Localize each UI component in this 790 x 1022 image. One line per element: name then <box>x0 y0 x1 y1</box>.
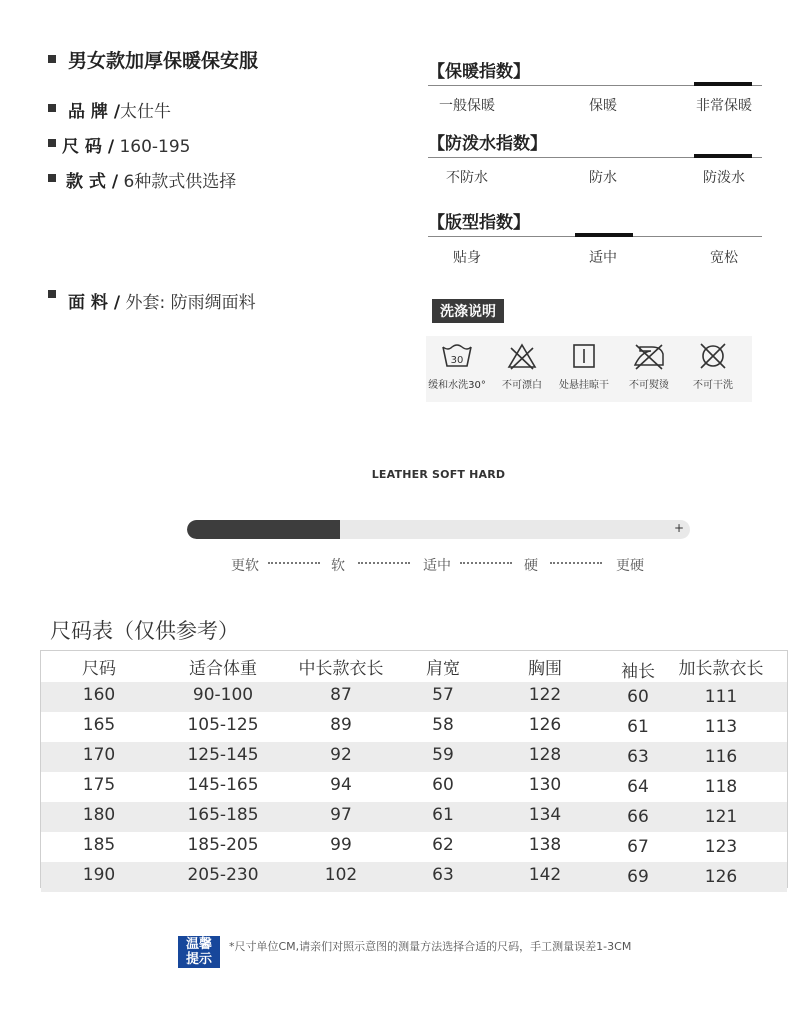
table-cell: 138 <box>528 835 562 855</box>
size-value: 160-195 <box>119 137 191 157</box>
table-cell: 122 <box>528 685 562 705</box>
wash-label: 缓和水洗30° <box>428 380 486 391</box>
warmth-option: 保暖 <box>589 98 617 114</box>
bullet-square <box>48 290 56 298</box>
table-cell: 99 <box>330 835 352 855</box>
table-cell: 130 <box>528 775 562 795</box>
size-label: 尺 码 / <box>62 137 115 157</box>
svg-text:30: 30 <box>450 355 464 366</box>
fabric-label: 面 料 / <box>68 293 121 313</box>
table-header-cell: 中长款衣长 <box>298 659 384 679</box>
table-cell: 125-145 <box>187 745 259 765</box>
warmth-option: 一般保暖 <box>439 98 495 114</box>
table-cell: 92 <box>330 745 352 765</box>
table-header-cell: 袖长 <box>621 662 655 682</box>
fabric-value: 外套: 防雨绸面料 <box>125 293 256 313</box>
bullet-square <box>48 104 56 112</box>
table-cell: 67 <box>627 837 649 857</box>
scale-label: 适中 <box>423 558 451 574</box>
table-cell: 113 <box>704 717 738 737</box>
waterproof-option: 防水 <box>589 170 617 186</box>
product-title: 男女款加厚保暖保安服 <box>68 50 259 72</box>
tip-text: *尺寸单位CM,请亲们对照示意图的测量方法选择合适的尺码，手工测量误差1-3CM <box>229 940 632 953</box>
no-dry-clean-icon <box>696 342 730 370</box>
table-cell: 116 <box>704 747 738 767</box>
size-row <box>62 132 190 157</box>
waterproof-index-title: 【防泼水指数】 <box>428 134 547 154</box>
table-cell: 57 <box>432 685 454 705</box>
size-chart-table <box>40 650 788 888</box>
table-cell: 190 <box>82 865 116 885</box>
scale-label: 更软 <box>231 558 259 574</box>
table-cell: 165 <box>82 715 116 735</box>
plus-icon: + <box>674 521 685 535</box>
waterproof-option: 不防水 <box>446 170 488 186</box>
fit-index-marker <box>575 233 633 237</box>
table-cell: 160 <box>82 685 116 705</box>
table-cell: 175 <box>82 775 116 795</box>
wash-label: 不可漂白 <box>502 380 542 391</box>
waterproof-index-marker <box>694 154 752 158</box>
wash-label: 处悬挂晾干 <box>559 380 609 391</box>
table-cell: 111 <box>704 687 738 707</box>
wash-item <box>549 342 619 391</box>
table-cell: 105-125 <box>187 715 259 735</box>
wash-item <box>422 342 492 391</box>
table-cell: 185 <box>82 835 116 855</box>
table-cell: 97 <box>330 805 352 825</box>
bullet-square <box>48 55 56 63</box>
size-chart-title: 尺码表（仅供参考） <box>50 619 239 643</box>
wash-item <box>487 342 557 391</box>
dotted-divider <box>460 562 512 564</box>
style-label: 款 式 / <box>66 172 119 192</box>
table-cell: 63 <box>432 865 454 885</box>
table-cell: 118 <box>704 777 738 797</box>
table-cell: 123 <box>704 837 738 857</box>
table-cell: 128 <box>528 745 562 765</box>
style-row <box>66 167 236 192</box>
wash-item <box>614 342 684 391</box>
table-cell: 62 <box>432 835 454 855</box>
no-bleach-icon <box>505 342 539 370</box>
style-value: 6种款式供选择 <box>123 172 237 192</box>
dotted-divider <box>358 562 410 564</box>
brand-value: 太仕牛 <box>120 102 172 122</box>
table-cell: 94 <box>330 775 352 795</box>
brand-label: 品 牌 / <box>68 102 121 122</box>
fit-option: 宽松 <box>710 250 738 266</box>
warmth-option: 非常保暖 <box>696 98 752 114</box>
table-header-cell: 适合体重 <box>189 659 257 679</box>
table-cell: 121 <box>704 807 738 827</box>
table-cell: 60 <box>432 775 454 795</box>
scale-label: 更硬 <box>616 558 644 574</box>
table-header-cell: 加长款衣长 <box>678 659 764 679</box>
hang-dry-icon <box>567 342 601 370</box>
table-cell: 145-165 <box>187 775 259 795</box>
table-cell: 66 <box>627 807 649 827</box>
table-cell: 60 <box>627 687 649 707</box>
fit-option: 贴身 <box>453 250 481 266</box>
table-cell: 64 <box>627 777 649 797</box>
wash-label: 不可熨烫 <box>629 380 669 391</box>
table-cell: 170 <box>82 745 116 765</box>
wash-30-icon <box>440 342 474 370</box>
table-cell: 61 <box>432 805 454 825</box>
table-cell: 142 <box>528 865 562 885</box>
table-cell: 205-230 <box>187 865 259 885</box>
table-header-cell: 肩宽 <box>426 659 460 679</box>
bullet-square <box>48 139 56 147</box>
table-cell: 89 <box>330 715 352 735</box>
fit-option: 适中 <box>589 250 617 266</box>
table-cell: 165-185 <box>187 805 259 825</box>
tip-badge-line: 提示 <box>185 952 212 967</box>
table-cell: 90-100 <box>192 685 254 705</box>
softness-bar-fill <box>187 520 340 539</box>
table-header-cell: 胸围 <box>528 659 562 679</box>
no-iron-icon <box>632 342 666 370</box>
tip-badge <box>178 936 220 968</box>
bullet-square <box>48 174 56 182</box>
leather-title: LEATHER SOFT HARD <box>371 468 506 481</box>
table-cell: 58 <box>432 715 454 735</box>
warmth-index-marker <box>694 82 752 86</box>
table-cell: 126 <box>704 867 738 887</box>
table-cell: 102 <box>324 865 358 885</box>
softness-bar <box>187 520 690 539</box>
table-cell: 126 <box>528 715 562 735</box>
fabric-row <box>68 288 256 313</box>
fit-index-title: 【版型指数】 <box>428 213 530 233</box>
waterproof-option: 防泼水 <box>703 170 745 186</box>
table-cell: 134 <box>528 805 562 825</box>
dotted-divider <box>268 562 320 564</box>
table-cell: 180 <box>82 805 116 825</box>
warmth-index-title: 【保暖指数】 <box>428 62 530 82</box>
brand-row <box>68 97 171 122</box>
table-cell: 63 <box>627 747 649 767</box>
table-cell: 69 <box>627 867 649 887</box>
wash-label: 不可干洗 <box>693 380 733 391</box>
scale-label: 硬 <box>524 558 538 574</box>
tip-badge-line: 温馨 <box>185 937 212 952</box>
table-cell: 185-205 <box>187 835 259 855</box>
table-cell: 87 <box>330 685 352 705</box>
washing-title: 洗涤说明 <box>432 299 504 323</box>
table-header-cell: 尺码 <box>82 659 116 679</box>
scale-label: 软 <box>331 558 345 574</box>
wash-item <box>678 342 748 391</box>
table-cell: 59 <box>432 745 454 765</box>
dotted-divider <box>550 562 602 564</box>
table-cell: 61 <box>627 717 649 737</box>
